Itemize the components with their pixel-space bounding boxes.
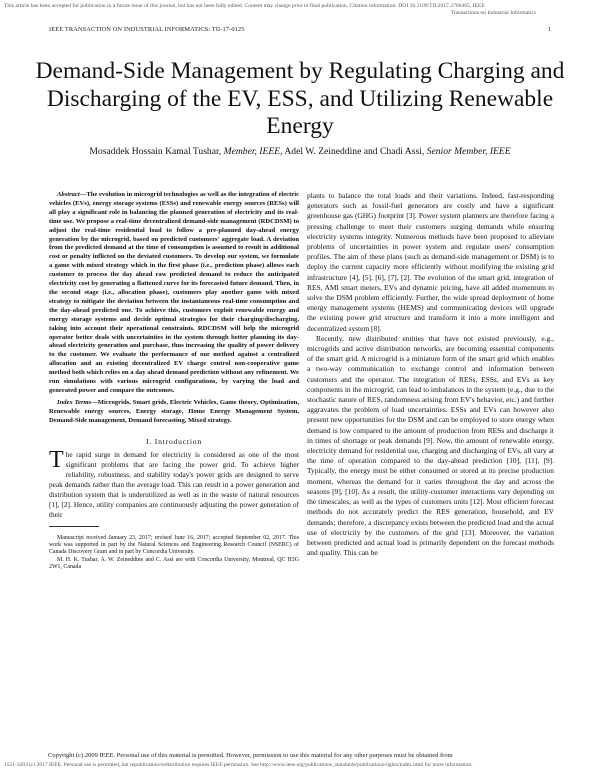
- publication-banner: [4, 3, 596, 17]
- paper-title: Demand-Side Management by Regulating Charging and Discharging of the EV, ESS, and Utilizing Renewable Energy: [35, 58, 565, 139]
- body-paragraph-2: Recently, new distributed entities that have not existed previously, e.g., microgrids and active distribution networks, are becoming essential components of the smart grid. A microgrid is a miniature form of the smart grid which enables a two-way communication to exchange control and information between customers and the operator. The integration of RESs, ESSs, and EVs as key components in the microgrid, can lead to imbalances in the system (e.g., due to the stochastic nature of RES, randomness arising from EV's behavior, etc.) and further aggravates the problem of load uncertainties. ESSs and EVs can however also present new opportunities for the DSM and can be employed to store energy when demand is low compared to the amount of production from RESs and discharge it in times of shortage or peak demands [9]. Now, the amount of renewable energy, electricity demand for residential use, charging and discharging of EVs, all vary at the time of operation compared to the day-ahead prediction [10], [11], [9]. Typically, the energy must be either consumed or stored at its precise production moment, whereas the demand for it varies throughout the day and across the seasons [9], [10]. As a result, the utility-customer interactions vary depending on the timescales, as well as the types of customers units [12]. Most efficient forecast methods do not accurately predict the RES generation, household, and EV demands; therefore, a discrepancy exists between the predicted load and the actual use of electricity by the customers of the grid [13]. Moreover, the variation between predicted and actual load is primarily dependent on the forecast methods and quality. This can be: [307, 333, 554, 558]
- index-terms-text: —Microgrids, Smart grids, Electric Vehicles, Game theory, Optimization, Renewable energy sources, Energy storage, Home Energy Management System, Demand-Side management, Demand forecasting, Mixed strategy.: [49, 398, 299, 424]
- footnote-manuscript: Manuscript received January 23, 2017; revised June 16, 2017; accepted September 02, 2017. This work was supported in part by the Natural Sciences and Engineering Research Council (NSERC) of Canada Discovery Grant and in part by Concordia University.: [49, 534, 299, 556]
- footnote-divider: [49, 526, 99, 527]
- abstract-label: Abstract: [57, 191, 80, 198]
- banner-notice: This article has been accepted for publication in a future issue of this journal, but has not been fully edited. Content may change prior to final publication. Citation information: DOI 10.1109/TII.2017.2766465, IEEE: [4, 3, 485, 9]
- abstract: [49, 191, 299, 396]
- abstract-text: —The evolution in microgrid technologies as well as the integration of electric vehicles (EVs), energy storage systems (ESSs) and renewable energy sources (RESs) will all play a significant role in balancing the planned generation of electricity and its real-time use. We propose a real-time decentralized demand-side management (RDCDSM) to adjust the real-time residential load to follow a pre-planned day-ahead energy generation by the microgrid, based on predicted customers' aggregate load. A deviation from the predicted demand at the time of consumption is assumed to result in additional cost or penalty inflicted on the deviated customers. To develop our system, we formulate a game with mixed strategy which in the first phase (i.e., prediction phase) allows each customer to process the day ahead raw predicted demand to reduce the anticipated electricity cost by generating a flattened curve for its forecasted future demand. Then, in the second stage (i.e., allocation phase), customers play another game with mixed strategy to mitigate the deviation between the instantaneous real-time consumption and the day-ahead predicted one. To achieve this, customers exploit renewable energy and energy storage systems and decide optimal strategies for their charging/discharging, taking into account their operational constraints. RDCDSM will help the microgrid operator better deals with uncertainties in the system through better planning its day-ahead electricity generation and purchase, thus increasing the quality of power delivery to the customer. We evaluate the performance of our method against a centralized allocation and an existing decentralized EV charge control non-cooperative game method both which relies on a day ahead demand prediction without any refinement. We run simulations with various microgrid configurations, by varying the load and generated power and compare the outcomes.: [49, 191, 299, 394]
- author-1-role: Member, IEEE,: [223, 146, 283, 157]
- author-line: [20, 146, 580, 157]
- section-heading-introduction: I. Introduction: [146, 436, 202, 446]
- drop-cap: T: [49, 447, 64, 474]
- right-column: [307, 191, 554, 558]
- author-2-3-role: Senior Member, IEEE: [426, 146, 511, 157]
- body-paragraph-1: plants to balance the total loads and their variations. Indeed, fast-responding generators such as fossil-fuel generators are costly and have a significant greenhouse gas (GHG) footprint [3]. Power system planners are therefore facing a pressing challenge to meet their customers surging demands while ensuring electricity systems integrity. Numerous methods have been proposed to alleviate problems of uncertainties in power system and regulate users' consumption profiles. The aim of these plans (such as demand-side management or DSM) is to deploy the current capacity more efficiently without modifying the existing grid infrastructure [4], [5], [6], [7], [2]. The evolution of the smart grid, integration of RES, AMI smart meters, EVs and dynamic pricing, have all added momentum to solve the DSM problem efficiently. Further, the wide spread deployment of home energy management systems (HEMS) and communicating devices will upgrade the existing power grid structure and transform it into a more intelligent and decentralized system [8].: [307, 191, 554, 333]
- banner-journal: Transactions on Industrial Informatics: [450, 10, 536, 16]
- index-terms-label: Index Terms: [57, 398, 92, 406]
- footnote-affiliation: M. H. K. Tushar, A. W. Zeineddine and C. Assi are with Concordia University, Montreal, QC H3G 2W1, Canada: [49, 556, 299, 570]
- introduction-paragraph: [49, 447, 299, 519]
- copyright-notice: Copyright (c) 2009 IEEE. Personal use of this material is permitted. However, permission to use this material for any other purposes must be obtained from: [48, 752, 453, 759]
- left-column: [49, 191, 299, 571]
- page-number: 1: [547, 26, 551, 33]
- author-1: Mosaddek Hossain Kamal Tushar,: [89, 146, 222, 157]
- index-terms: [49, 399, 299, 426]
- running-header: [49, 26, 551, 33]
- introduction-text: he rapid surge in demand for electricity is considered as one of the most significant problems that are facing the power grid. To achieve higher reliability, robustness, and stability today's power grids are designed to serve peak demands rather than the average load. This can result in a power generation and distribution system that is underutilized as well as in the waste of natural resources [1], [2]. Hence, utility companies are continuously adjusting the power generation of their: [49, 450, 299, 519]
- author-2-3: Adel W. Zeineddine and Chadi Assi,: [284, 146, 425, 157]
- running-head-text: IEEE TRANSACTION ON INDUSTRIAL INFORMATICS: TII-17-0125: [49, 26, 245, 33]
- copyright-footer: 1551-3203 (c) 2017 IEEE. Personal use is permitted, but republication/redistribution requires IEEE permission. See http://www.ieee.org/publications_standards/publications/rights/index.html for more information.: [4, 762, 473, 768]
